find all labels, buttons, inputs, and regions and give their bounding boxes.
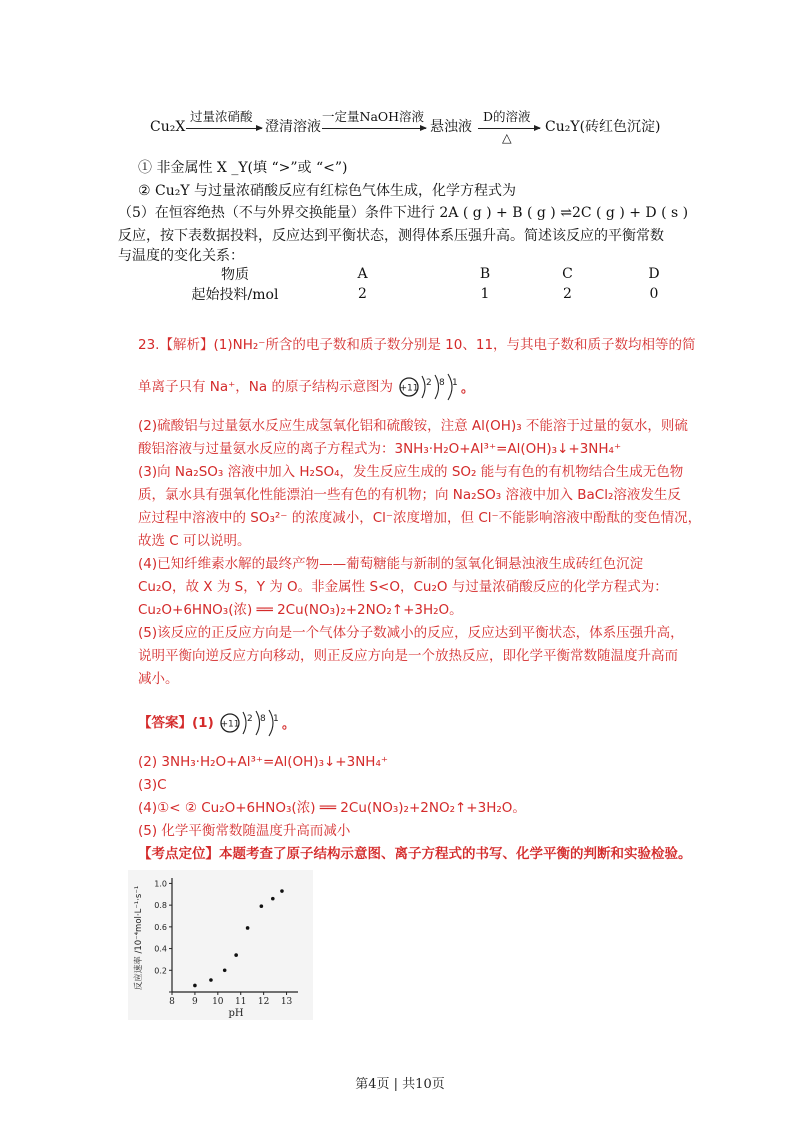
nucleus-label: +11: [220, 719, 240, 730]
y-axis-label: 反应速率 /10⁻⁴mol·L⁻¹·s⁻¹: [134, 885, 144, 991]
question-5-line3: 与温度的变化关系：: [118, 248, 244, 264]
table-cell: 2: [563, 286, 572, 302]
feed-table: [190, 264, 698, 304]
answer-line: 【考点定位】本题考查了原子结构示意图、离子方程式的书写、化学平衡的判断和实验检验。: [138, 846, 692, 862]
shell-count: 2: [247, 714, 253, 724]
analysis-line: (3)向 Na₂SO₃ 溶液中加入 H₂SO₄，发生反应生成的 SO₂ 能与有色的有机物结合生成无色物: [138, 464, 684, 480]
data-point: [280, 889, 284, 893]
arrow3-label-bottom: △: [502, 130, 512, 145]
period-mark: 。: [282, 717, 296, 732]
shell-arc: [256, 711, 260, 735]
answer-line: [138, 708, 296, 738]
x-tick-label: 13: [280, 997, 293, 1007]
analysis-line: (5)该反应的正反应方向是一个气体分子数减小的反应，反应达到平衡状态，体系压强升高，: [138, 625, 684, 641]
arrow2-label: 一定量NaOH溶液: [322, 109, 425, 124]
table-row: [190, 284, 698, 304]
answer-line: (2) 3NH₃·H₂O+Al³⁺=Al(OH)₃↓+3NH₄⁺: [138, 754, 389, 770]
period-mark: 。: [461, 381, 475, 396]
analysis-line: [138, 372, 475, 402]
answer-line: (4)①< ② Cu₂O+6HNO₃(浓) ══ 2Cu(NO₃)₂+2NO₂↑+3H₂O。: [138, 800, 526, 816]
y-tick-label: 0.8: [154, 901, 167, 911]
data-point: [271, 897, 275, 901]
analysis-line: 说明平衡向逆反应方向移动，则正反应方向是一个放热反应，即化学平衡常数随温度升高而: [138, 648, 678, 664]
table-cell: 0: [649, 286, 659, 302]
shell-count: 8: [260, 714, 266, 724]
table-header-cell: C: [562, 266, 573, 282]
analysis-line: Cu₂O，故 X 为 S，Y 为 O。非金属性 S<O，Cu₂O 与过量浓硝酸反应的化学方程式为：: [138, 579, 668, 595]
arrow2: [322, 128, 426, 129]
data-point: [246, 926, 250, 930]
reaction-rate-chart: [128, 870, 313, 1020]
sodium-atom-diagram: [218, 708, 296, 738]
scheme-end: Cu₂Y(砖红色沉淀): [545, 119, 661, 135]
arrow3-label-top: D的溶液: [483, 109, 531, 124]
x-axis-label: pH: [228, 1008, 244, 1019]
question-5-line1: （5）在恒容绝热（不与外界交换能量）条件下进行 2A ( g ) + B ( g ) ⇌2C ( g ) + D ( s ): [118, 205, 689, 221]
table-header-cell: D: [648, 266, 660, 282]
table-cell: 起始投料/mol: [191, 287, 279, 303]
y-tick-label: 0.4: [154, 944, 167, 954]
y-tick-label: 0.6: [154, 922, 167, 932]
sodium-atom-diagram: [397, 372, 475, 402]
scheme-mid1: 澄清溶液: [265, 119, 321, 135]
analysis-line: (4)已知纤维素水解的最终产物——葡萄糖能与新制的氢氧化铜悬浊液生成砖红色沉淀: [138, 556, 644, 572]
shell-count: 8: [439, 378, 445, 388]
page-footer: 第4页 | 共10页: [355, 1077, 445, 1092]
analysis-line: 酸铝溶液与过量氨水反应的离子方程式为：3NH₃·H₂O+Al³⁺=Al(OH)₃↓+3NH₄⁺: [138, 441, 622, 457]
y-tick-label: 1.0: [154, 879, 167, 889]
table-header-cell: A: [357, 266, 368, 282]
arrow1: [186, 128, 262, 129]
table-header-cell: 物质: [221, 267, 249, 283]
shell-count: 1: [452, 378, 458, 388]
scheme-mid2: 悬浊液: [430, 119, 472, 135]
analysis-line: 质，氯水具有强氧化性能漂泊一些有色的有机物；向 Na₂SO₃ 溶液中加入 BaCl₂溶液发生反: [138, 487, 681, 503]
analysis-line: Cu₂O+6HNO₃(浓) ══ 2Cu(NO₃)₂+2NO₂↑+3H₂O。: [138, 602, 463, 618]
answer-heading: 【答案】(1): [138, 715, 214, 731]
analysis-line-text: 单离子只有 Na⁺，Na 的原子结构示意图为: [138, 379, 393, 395]
data-point: [193, 984, 197, 988]
data-point: [234, 953, 238, 957]
answer-line: (3)C: [138, 777, 167, 793]
x-tick-label: 8: [169, 997, 175, 1007]
scheme-start: Cu₂X: [150, 119, 186, 135]
table-cell: 2: [358, 286, 367, 302]
table-cell: 1: [480, 286, 490, 302]
question-4-1: ① 非金属性 X _Y(填 “>”或 “<”): [138, 160, 348, 176]
data-point: [260, 904, 264, 908]
table-header-cell: B: [479, 266, 491, 282]
x-tick-label: 12: [257, 997, 270, 1007]
shell-arc: [422, 376, 425, 398]
shell-count: 2: [426, 378, 432, 388]
arrow1-label: 过量浓硝酸: [190, 109, 253, 124]
analysis-line: 应过程中溶液中的 SO₃²⁻ 的浓度减小，Cl⁻浓度增加，但 Cl⁻不能影响溶液中酚酞的变色情况，: [138, 510, 702, 526]
x-tick-label: 10: [212, 997, 224, 1007]
question-5-line2: 反应，按下表数据投料，反应达到平衡状态，测得体系压强升高。简述该反应的平衡常数: [118, 228, 664, 244]
x-tick-label: 11: [235, 997, 247, 1007]
analysis-line: 23.【解析】(1)NH₂⁻所含的电子数和质子数分别是 10、11，与其电子数和质子数均相等的简: [138, 337, 696, 353]
data-point: [209, 978, 213, 982]
arrow3: [478, 128, 540, 129]
x-tick-label: 9: [192, 997, 198, 1007]
table-header-row: [190, 264, 698, 284]
nucleus-label: +11: [399, 383, 419, 394]
analysis-line: (2)硫酸铝与过量氨水反应生成氢氧化铝和硫酸铵，注意 Al(OH)₃ 不能溶于过量的氨水，则硫: [138, 418, 688, 434]
shell-count: 1: [273, 714, 279, 724]
answer-line: (5) 化学平衡常数随温度升高而减小: [138, 823, 351, 839]
question-4-2: ② Cu₂Y 与过量浓硝酸反应有红棕色气体生成，化学方程式为: [138, 183, 517, 199]
shell-arc: [435, 375, 439, 399]
shell-arc: [243, 712, 246, 734]
y-tick-label: 0.2: [154, 966, 167, 976]
data-point: [223, 968, 227, 972]
analysis-line: 故选 C 可以说明。: [138, 533, 251, 549]
analysis-line: 减小。: [138, 671, 179, 687]
